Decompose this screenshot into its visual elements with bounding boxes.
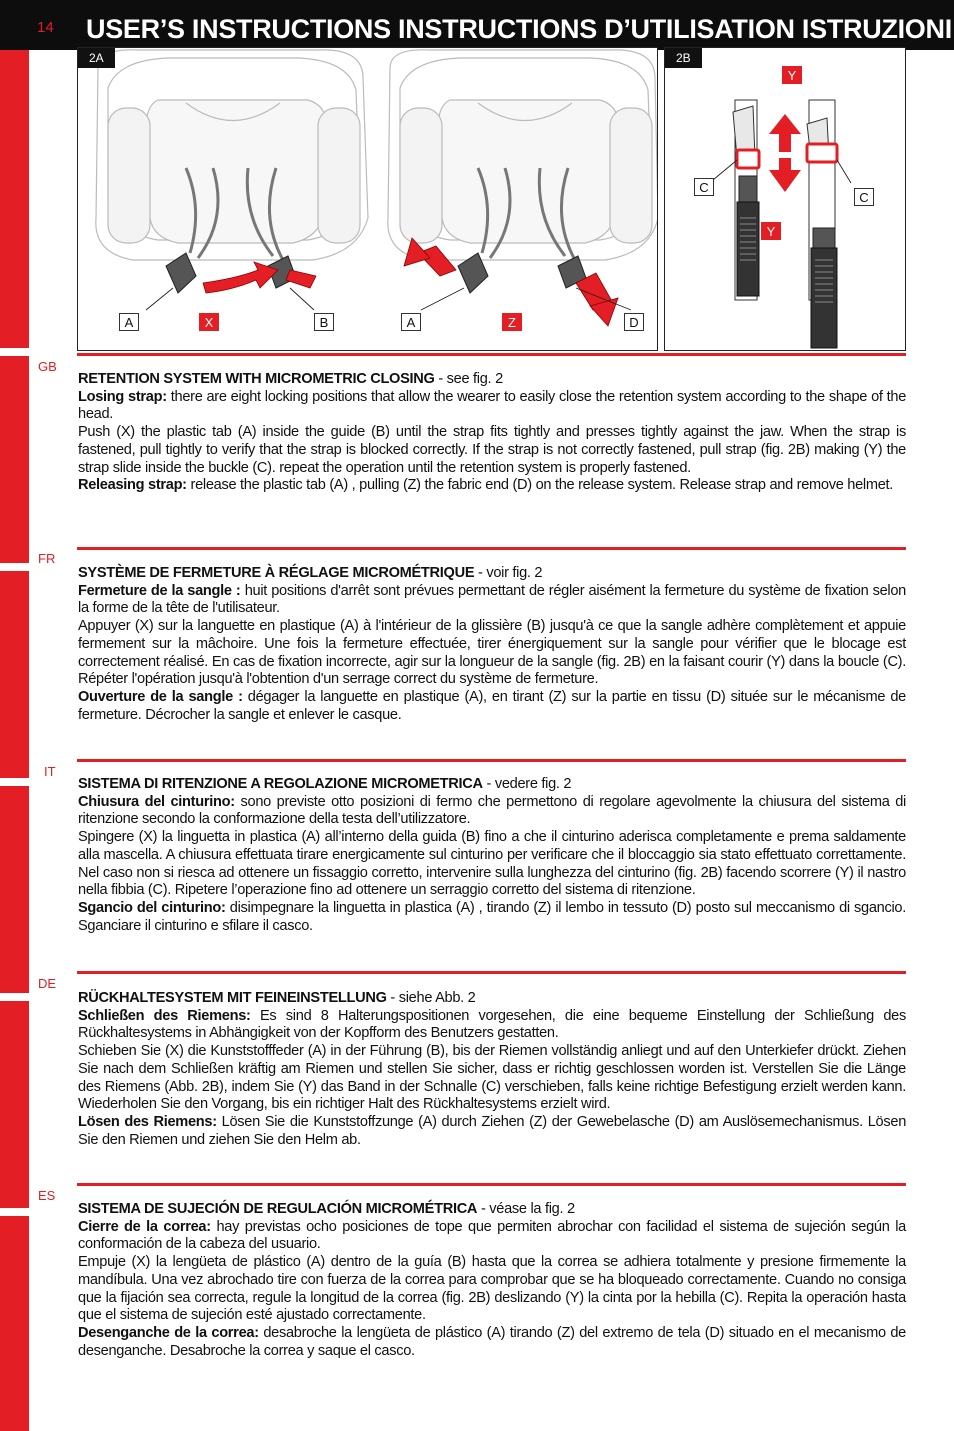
section-de — [78, 990, 906, 1149]
section-paragraph: Spingere (X) la linguetta in plastica (A) all’interno della guida (B) fino a che il cinturino aderisca completamente e prema saldamente alla mascella. A chiusura effettuata tirare energicamente sul cinturino per verificare che il bloccaggio sia stato effettuato correttamente. Nel caso non si riesca ad ottenere un fissaggio corretto, intervenire sulla lunghezza del cinturino (fig. 2B) facendo scorrere (Y) il nastro nella fibbia (C). Ripetere l’operazione fino ad ottenere un serraggio corretto del sistema di ritenzione. — [78, 829, 906, 899]
helmet-strap-illustration — [78, 48, 658, 351]
section-paragraph: Losing strap: there are eight locking positions that allow the wearer to easily close the retention system according to the shape of the head. — [78, 388, 907, 423]
callout-a-right: A — [401, 313, 421, 331]
section-divider-fr — [77, 547, 906, 550]
language-tab-es — [0, 1216, 29, 1431]
section-heading: SISTEMA DE SUJECIÓN DE REGULACIÓN MICROMÉTRICA - véase la fig. 2 — [78, 1201, 575, 1217]
section-fr — [78, 565, 906, 724]
section-paragraph: Empuje (X) la lengüeta de plástico (A) dentro de la guía (B) hasta que la correa se adhiera totalmente y presione firmemente la mandíbula. Una vez abrochado tire con fuerza de la correa para comprobar que se ha bloqueado correctamente. Cuando no consiga que la fijación sea correcta, regule la longitud de la correa (fig. 2B) deslizando (Y) la cinta por la hebilla (C). Repita la operación hasta que el sistema de sujeción esté ajustado correctamente. — [78, 1254, 906, 1324]
figure-2a — [77, 47, 658, 351]
language-sidebar — [0, 50, 29, 1431]
section-heading: RÜCKHALTESYSTEM MIT FEINEINSTELLUNG - siehe Abb. 2 — [78, 990, 476, 1006]
callout-c-left: C — [694, 178, 714, 196]
figure-2a-label: 2A — [78, 48, 115, 68]
callout-b: B — [314, 313, 334, 331]
callout-c-right: C — [854, 188, 874, 206]
section-paragraph: Schließen des Riemens: Es sind 8 Halterungspositionen vorgesehen, die eine bequeme Einstellung der Schließung des Rückhaltesystems in Abhängigkeit von der Kopfform des Benutzers gestatten. — [78, 1007, 906, 1042]
language-code-it: IT — [44, 764, 56, 779]
language-tab-top — [0, 50, 29, 348]
section-paragraph: Schieben Sie (X) die Kunststofffeder (A) in der Führung (B), bis der Riemen vollständig anliegt und auf den Unterkiefer drückt. Ziehen Sie nach dem Schließen kräftig am Riemen und stellen Sie sicher, dass er richtig geschlossen worden ist. Verstellen Sie die Länge des Riemens (Abb. 2B), indem Sie (Y) das Band in der Schnalle (C) verschieben, falls keine richtige Befestigung erzielt werden kann. Wiederholen Sie den Vorgang, bis ein richtiger Halt des Rückhaltesystems erzielt wird. — [78, 1043, 906, 1113]
section-paragraph: Fermeture de la sangle : huit positions d'arrêt sont prévues permettant de régler aisément la fermeture du système de fixation selon la forme de la tête de l'utilisateur. — [78, 582, 906, 617]
section-heading: SISTEMA DI RITENZIONE A REGOLAZIONE MICROMETRICA - vedere fig. 2 — [78, 776, 572, 792]
callout-y-top: Y — [782, 66, 802, 84]
section-paragraph: Sgancio del cinturino: disimpegnare la linguetta in plastica (A) , tirando (Z) il lembo in tessuto (D) posto sul meccanismo di sgancio. Sganciare il cinturino e sfilare il casco. — [78, 899, 906, 934]
section-gb — [78, 371, 906, 495]
section-paragraph: Lösen des Riemens: Lösen Sie die Kunststoffzunge (A) durch Ziehen (Z) der Gewebelasche (D) am Auslösemechanismus. Lösen Sie den Riemen und ziehen Sie den Helm ab. — [78, 1113, 907, 1148]
callout-z: Z — [502, 313, 522, 331]
section-paragraph: Chiusura del cinturino: sono previste otto posizioni di fermo che permettono di regolare agevolmente la chiusura del sistema di ritenzione secondo la conformazione della testa dell’utilizzatore. — [78, 793, 907, 828]
page-header — [0, 0, 954, 50]
section-heading: SYSTÈME DE FERMETURE À RÉGLAGE MICROMÉTRIQUE - voir fig. 2 — [78, 565, 543, 581]
language-tab-gb — [0, 356, 29, 563]
language-tab-fr — [0, 571, 29, 778]
language-code-es: ES — [38, 1188, 56, 1203]
section-paragraph: Cierre de la correa: hay previstas ocho posiciones de tope que permiten abrochar con facilidad el sistema de sujeción según la conformación de la cabeza del usuario. — [78, 1218, 906, 1253]
figure-2b-label: 2B — [665, 48, 702, 68]
section-es — [78, 1201, 906, 1360]
callout-d: D — [624, 313, 644, 331]
section-divider-de — [77, 971, 906, 974]
figure-2b — [664, 47, 906, 351]
language-tab-it — [0, 786, 29, 993]
page-number: 14 — [37, 19, 54, 36]
callout-y-bottom: Y — [761, 222, 781, 240]
section-divider-es — [77, 1183, 906, 1186]
language-code-gb: GB — [38, 359, 57, 374]
section-paragraph: Appuyer (X) sur la languette en plastique (A) à l'intérieur de la glissière (B) jusqu'à ce que la sangle adhère complètement et appuie fermement sur la mâchoire. Une fois la fermeture effectuée, tirer énergiquement sur la sangle pour vérifier que le blocage est correctement réalisé. En cas de fixation incorrecte, agir sur la longueur de la sangle (fig. 2B) en la faisant courir (Y) dans la boucle (C). Répéter l'opération jusqu'à l'obtention d'un serrage correct du système de fermeture. — [78, 618, 906, 688]
section-divider-gb — [77, 353, 906, 356]
language-tab-de — [0, 1001, 29, 1208]
callout-a-left: A — [119, 313, 139, 331]
callout-x: X — [199, 313, 219, 331]
section-divider-it — [77, 759, 906, 762]
section-paragraph: Push (X) the plastic tab (A) inside the guide (B) until the strap fits tightly and presses tightly against the jaw. When the strap is fastened, pull tightly to verify that the strap is blocked correctly. If the strap is not correctly fastened, pull strap (fig. 2B) making (Y) the strap slide inside the buckle (C). repeat the operation until the retention system is properly fastened. — [78, 424, 906, 476]
language-code-de: DE — [38, 976, 57, 991]
section-heading: RETENTION SYSTEM WITH MICROMETRIC CLOSING - see fig. 2 — [78, 371, 503, 387]
language-code-fr: FR — [38, 551, 56, 566]
section-paragraph: Desenganche de la correa: desabroche la lengüeta de plástico (A) tirando (Z) del extremo de tela (D) situado en el mecanismo de desenganche. Desabroche la correa y saque el casco. — [78, 1324, 906, 1359]
section-it — [78, 776, 906, 935]
section-paragraph: Ouverture de la sangle : dégager la languette en plastique (A), en tirant (Z) sur la partie en tissu (D) située sur le mécanisme de fermeture. Décrocher la sangle et enlever le casque. — [78, 688, 906, 723]
section-paragraph: Releasing strap: release the plastic tab (A) , pulling (Z) the fabric end (D) on the release system. Release strap and remove helmet. — [78, 477, 894, 494]
page-title: USER’S INSTRUCTIONS INSTRUCTIONS D’UTILISATION ISTRUZIONI — [86, 14, 952, 44]
